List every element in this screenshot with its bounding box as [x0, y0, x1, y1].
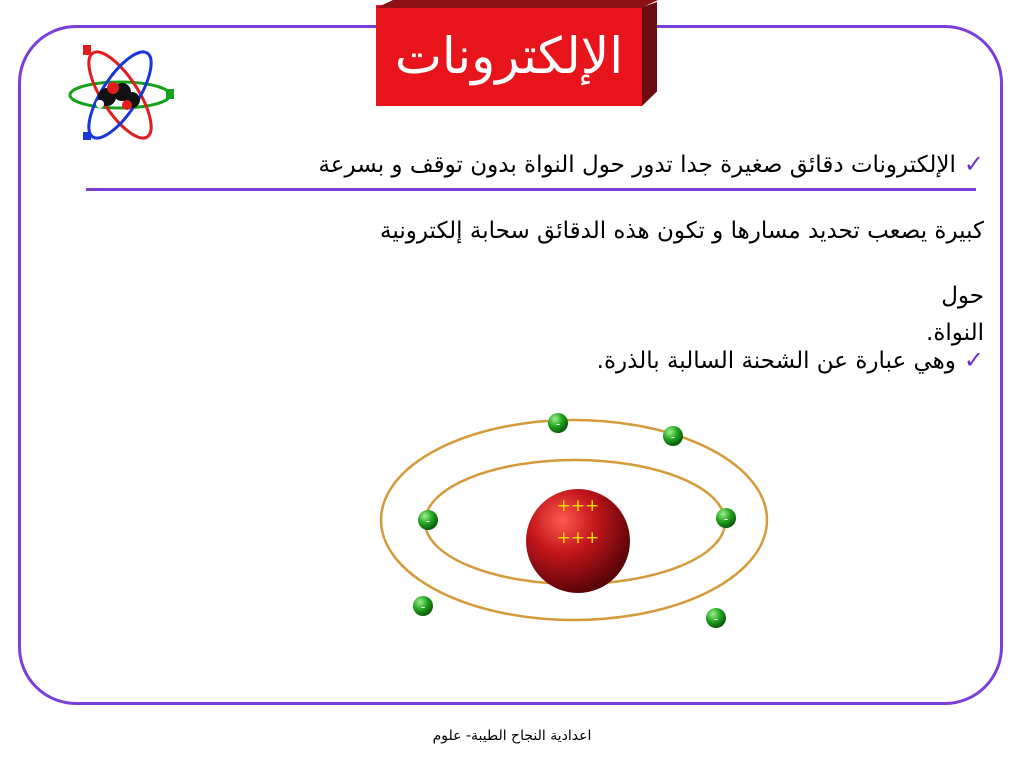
footer: اعدادية النجاح الطيبة- علوم — [432, 728, 592, 744]
bullet-2-line-1 — [597, 346, 984, 374]
title-box — [376, 5, 642, 106]
nucleus-charge-row-2: +++ — [556, 528, 600, 548]
bullet-1-line-3: حول — [941, 283, 984, 309]
bullet-1-line-4: النواة. — [926, 320, 984, 346]
checkmark-icon: ✓ — [963, 346, 984, 374]
electron-sign: - — [713, 612, 719, 626]
atom-diagram — [375, 410, 775, 650]
page-title: الإلكترونات — [394, 26, 624, 85]
electron-6 — [706, 608, 726, 628]
electron-sign: - — [425, 514, 431, 528]
bullet-1-line-1 — [318, 150, 984, 178]
bullet-2-text-1: وهي عبارة عن الشحنة السالبة بالذرة. — [596, 348, 956, 374]
electron-sign: - — [555, 417, 561, 431]
checkmark-icon: ✓ — [963, 150, 984, 178]
electron-3 — [418, 510, 438, 530]
electron-sign: - — [670, 430, 676, 444]
electron-sign: - — [723, 512, 729, 526]
bullet-1-text-1: الإلكترونات دقائق صغيرة جدا تدور حول النواة بدون توقف و بسرعة — [318, 152, 956, 178]
electron-1 — [548, 413, 568, 433]
title-box-side — [642, 2, 657, 106]
electron-4 — [716, 508, 736, 528]
header-divider — [86, 188, 976, 191]
electron-5 — [413, 596, 433, 616]
bullet-1-line-2: كبيرة يصعب تحديد مسارها و تكون هذه الدقائق سحابة إلكترونية — [380, 218, 984, 244]
electron-sign: - — [420, 600, 426, 614]
atom-icon — [65, 42, 180, 142]
electron-2 — [663, 426, 683, 446]
nucleus-charge-row-1: +++ — [556, 496, 600, 516]
